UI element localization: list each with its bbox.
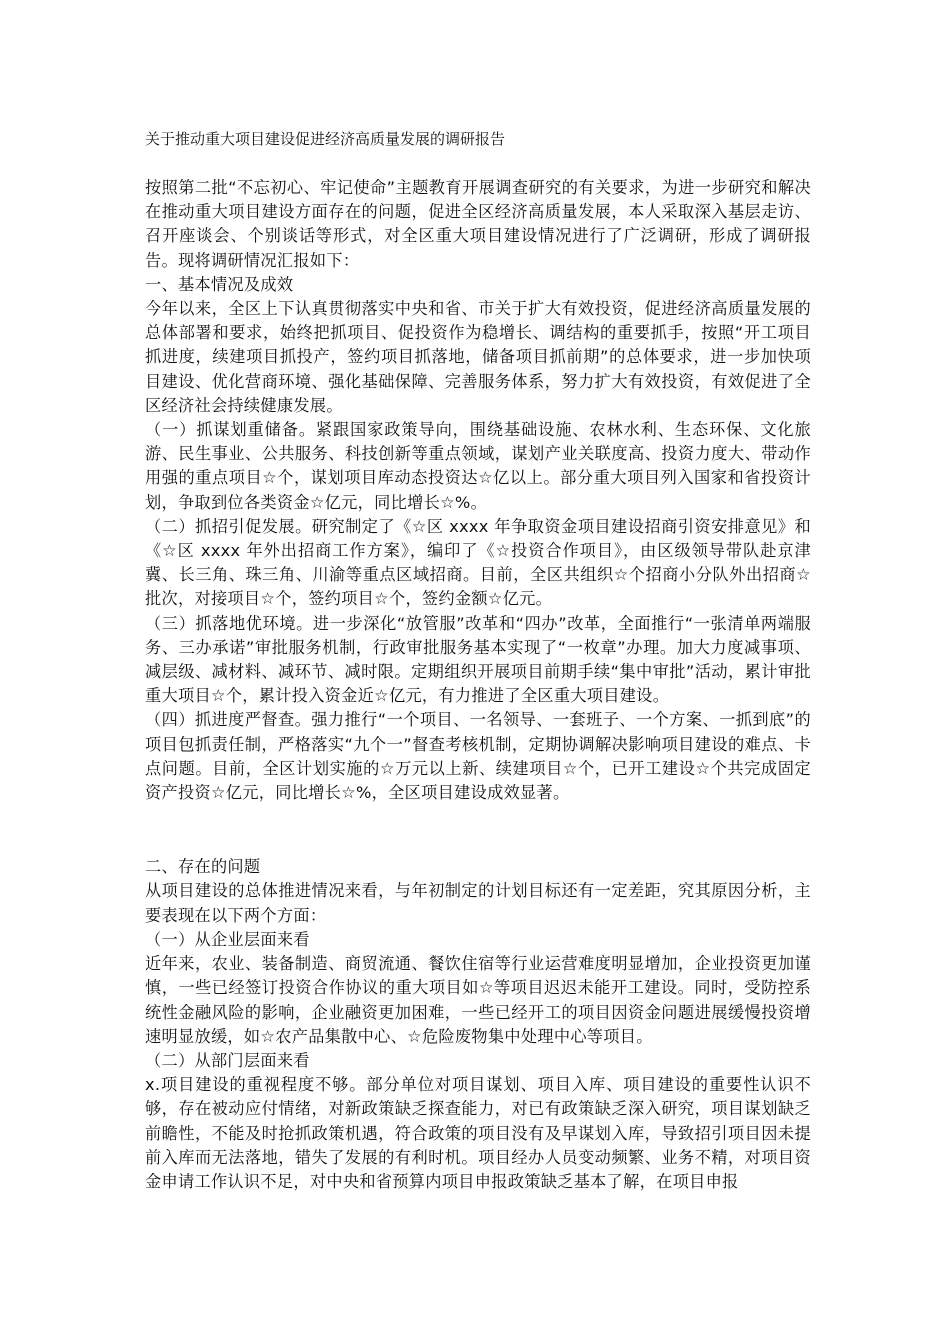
body-paragraph: （三）抓落地优环境。进一步深化“放管服”改革和“四办”改革，全面推行“一张清单两端服务、三办承诺”审批服务机制，行政审批服务基本实现了“一枚章”办理。加大力度减事项、减层级、减材料、减环节、减时限。定期组织开展项目前期手续“集中审批”活动，累计审批重大项目☆个，累计投入资金近☆亿元，有力推进了全区重大项目建设。 [145, 613, 811, 706]
blank-gap [145, 805, 811, 855]
body-paragraph: 近年来，农业、装备制造、商贸流通、餐饮住宿等行业运营难度明显增加，企业投资更加谨慎，一些已经签订投资合作协议的重大项目如☆等项目迟迟未能开工建设。同时，受防控系统性金融风险的影响，企业融资更加困难，一些已经开工的项目因资金问题进展缓慢投资增速明显放缓，如☆农产品集散中心、☆危险废物集中处理中心等项目。 [145, 954, 811, 1046]
body-paragraph: （四）抓进度严督查。强力推行“一个项目、一名领导、一套班子、一个方案、一抓到底”的项目包抓责任制，严格落实“九个一”督查考核机制，定期协调解决影响项目建设的难点、卡点问题。目前，全区计划实施的☆万元以上新、续建项目☆个，已开工建设☆个共完成固定资产投资☆亿元，同比增长☆%，全区项目建设成效显著。 [145, 710, 811, 803]
document-title: 关于推动重大项目建设促进经济高质量发展的调研报告 [145, 130, 506, 148]
body-paragraph: （二）抓招引促发展。研究制定了《☆区 xxxx 年争取资金项目建设招商引资安排意见》和《☆区 xxxx 年外出招商工作方案》，编印了《☆投资合作项目》，由区级领导带队赴京津冀、长三角、珠三角、川渝等重点区域招商。目前，全区共组织☆个招商小分队外出招商☆批次，对接项目☆个，签约项目☆个，签约金额☆亿元。 [145, 516, 811, 609]
body-paragraph: 从项目建设的总体推进情况来看，与年初制定的计划目标还有一定差距，究其原因分析，主要表现在以下两个方面： [145, 881, 811, 925]
body-paragraph: （一）抓谋划重储备。紧跟国家政策导向，围绕基础设施、农林水利、生态环保、文化旅游、民生事业、公共服务、科技创新等重点领域，谋划产业关联度高、投资力度大、带动作用强的重点项目☆个，谋划项目库动态投资达☆亿以上。部分重大项目列入国家和省投资计划，争取到位各类资金☆亿元，同比增长☆%。 [145, 420, 811, 512]
section-heading-basic-situation: 一、基本情况及成效 [145, 274, 294, 294]
document-body [145, 176, 811, 1194]
subsection-heading-department: （二）从部门层面来看 [145, 1050, 310, 1070]
body-paragraph: x.项目建设的重视程度不够。部分单位对项目谋划、项目入库、项目建设的重要性认识不够，存在被动应付情绪，对新政策缺乏探查能力，对已有政策缺乏深入研究，项目谋划缺乏前瞻性，不能及时抢抓政策机遇，符合政策的项目没有及早谋划入库，导致招引项目因未提前入库而无法落地，错失了发展的有利时机。项目经办人员变动频繁、业务不精，对项目资金申请工作认识不足，对中央和省预算内项目申报政策缺乏基本了解，在项目申报 [145, 1075, 811, 1191]
intro-paragraph: 按照第二批“不忘初心、牢记使命”主题教育开展调查研究的有关要求，为进一步研究和解决在推动重大项目建设方面存在的问题，促进全区经济高质量发展，本人采取深入基层走访、召开座谈会、个别谈话等形式，对全区重大项目建设情况进行了广泛调研，形成了调研报告。现将调研情况汇报如下： [145, 178, 811, 270]
body-paragraph: 今年以来，全区上下认真贯彻落实中央和省、市关于扩大有效投资，促进经济高质量发展的总体部署和要求，始终把抓项目、促投资作为稳增长、调结构的重要抓手，按照“开工项目抓进度，续建项目抓投产，签约项目抓落地，储备项目抓前期”的总体要求，进一步加快项目建设、优化营商环境、强化基础保障、完善服务体系，努力扩大有效投资，有效促进了全区经济社会持续健康发展。 [145, 299, 811, 415]
subsection-heading-enterprise: （一）从企业层面来看 [145, 929, 310, 949]
section-heading-problems: 二、存在的问题 [145, 857, 261, 877]
